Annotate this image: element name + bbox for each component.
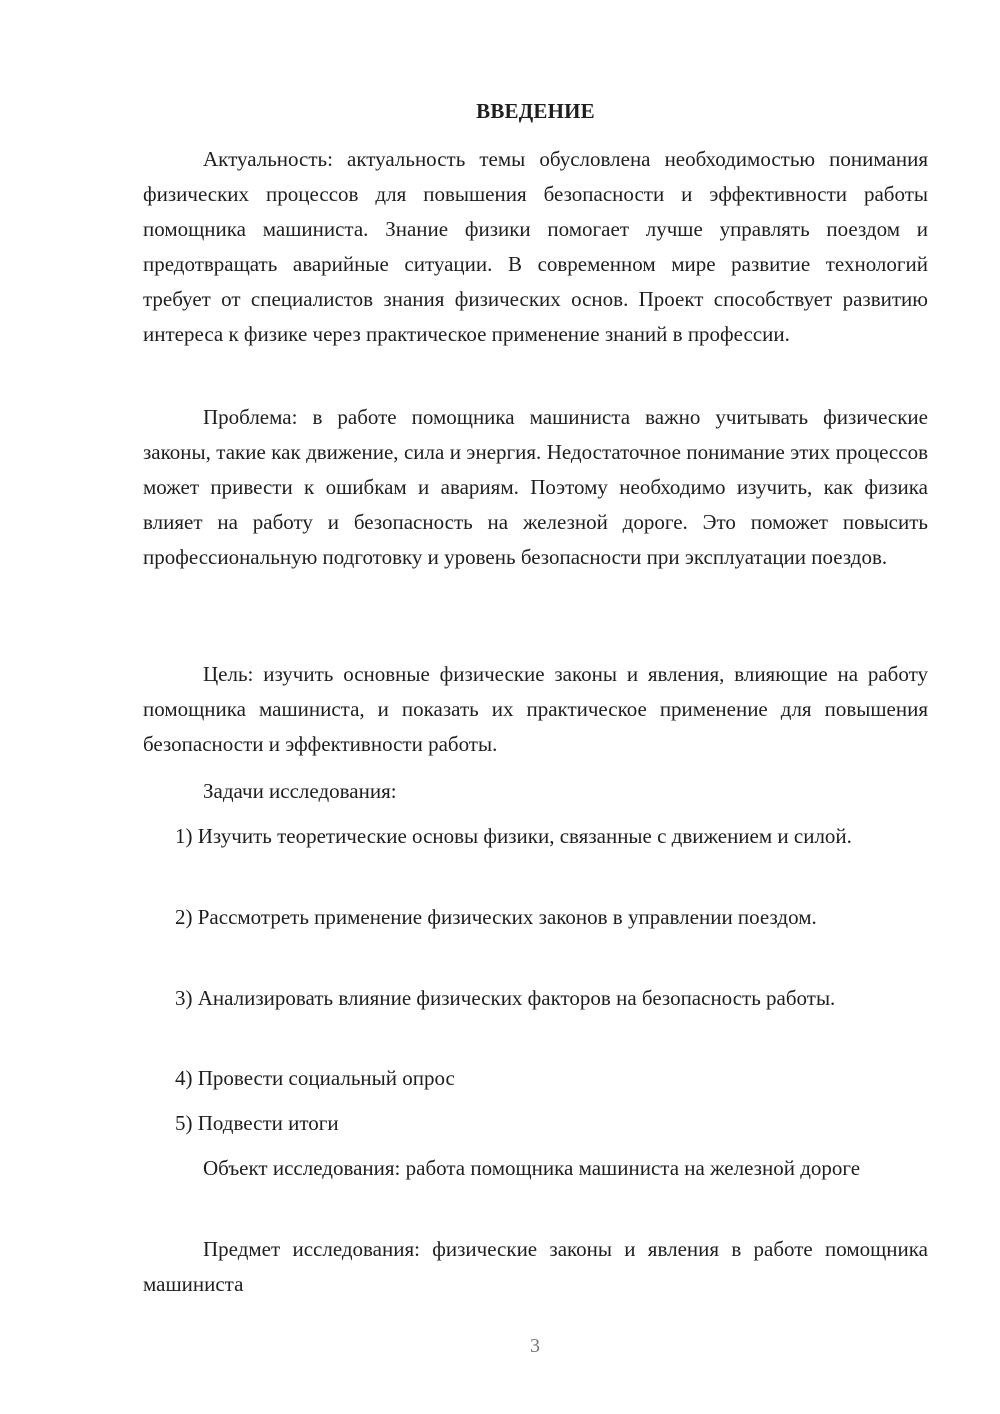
task-item-2: 2) Рассмотреть применение физических законов в управлении поездом. bbox=[175, 905, 817, 929]
task-item-3: 3) Анализировать влияние физических факторов на безопасность работы. bbox=[175, 986, 836, 1010]
paragraph-relevance: Актуальность: актуальность темы обусловлена необходимостью понимания физических процессов для повышения безопасности и эффективности работы помощника машиниста. Знание физики помогает лучше управлять поездом и предотвращать аварийные ситуации. В современном мире развитие технологий требует от специалистов знания физических основ. Проект способствует развитию интереса к физике через практическое применение знаний в профессии. bbox=[143, 147, 928, 346]
page-number: 3 bbox=[530, 1335, 540, 1357]
task-item-5: 5) Подвести итоги bbox=[175, 1111, 339, 1135]
task-item-1: 1) Изучить теоретические основы физики, связанные с движением и силой. bbox=[175, 824, 852, 848]
paragraph-goal: Цель: изучить основные физические законы и явления, влияющие на работу помощника машиниста, и показать их практическое применение для повышения безопасности и эффективности работы. bbox=[143, 662, 928, 756]
tasks-heading: Задачи исследования: bbox=[203, 779, 397, 803]
page-title: ВВЕДЕНИЕ bbox=[476, 99, 595, 123]
paragraph-object: Объект исследования: работа помощника машиниста на железной дороге bbox=[203, 1156, 861, 1180]
paragraph-problem: Проблема: в работе помощника машиниста важно учитывать физические законы, такие как движение, сила и энергия. Недостаточное понимание этих процессов может привести к ошибкам и авариям. Поэтому необходимо изучить, как физика влияет на работу и безопасность на железной дороге. Это поможет повысить профессиональную подготовку и уровень безопасности при эксплуатации поездов. bbox=[143, 405, 928, 569]
paragraph-subject: Предмет исследования: физические законы и явления в работе помощника машиниста bbox=[143, 1237, 928, 1296]
task-item-4: 4) Провести социальный опрос bbox=[175, 1066, 455, 1090]
